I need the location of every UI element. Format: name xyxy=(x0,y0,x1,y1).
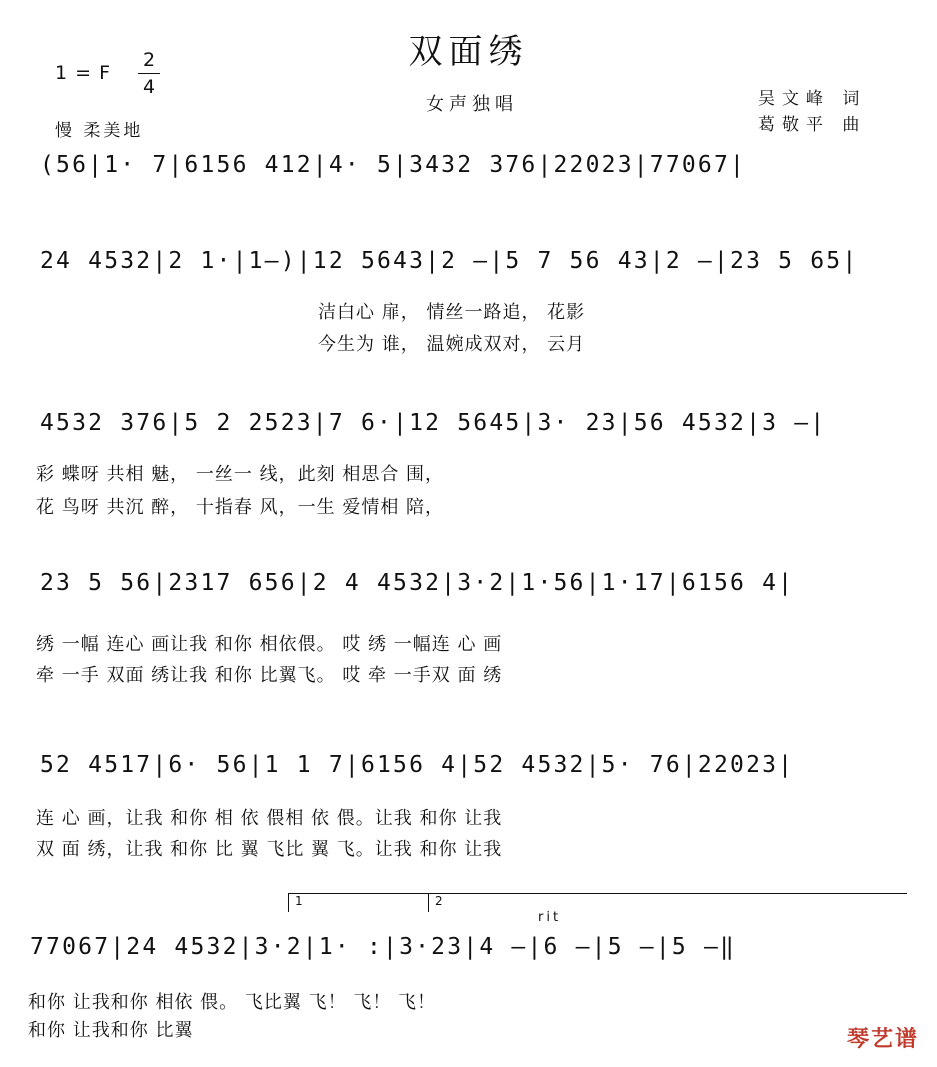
lyric-line-1b: 今生为 谁， 温婉成双对， 云月 xyxy=(318,334,586,355)
watermark-logo: 琴艺谱 xyxy=(846,1027,919,1052)
song-title: 双面绣 xyxy=(408,32,529,72)
lyric-line-2b: 花 鸟呀 共沉 醉， 十指春 风，一生 爱情相 陪， xyxy=(36,497,445,518)
ritardando-marking: rit xyxy=(538,910,562,925)
volta-1-label: 1 xyxy=(295,894,303,908)
lyric-line-2a: 彩 蝶呀 共相 魅， 一丝一 线，此刻 相思合 围， xyxy=(36,464,445,485)
second-ending xyxy=(428,893,907,912)
composer-credit: 葛敬平 曲 xyxy=(758,115,867,135)
first-ending xyxy=(288,893,429,912)
score-line-5: 52 4517|6· 56|1 1 7|6156 4|52 4532|5· 76|22023| xyxy=(40,752,795,778)
lyric-line-5b: 和你 让我和你 比翼 xyxy=(28,1020,194,1041)
tempo-marking: 慢 柔美地 xyxy=(55,121,144,141)
score-line-1: (56|1· 7|6156 412|4· 5|3432 376|22023|77067| xyxy=(40,152,747,178)
key-signature: 1 = F xyxy=(55,62,112,84)
time-bottom: 4 xyxy=(142,76,156,98)
lyric-line-3b: 牵 一手 双面 绣让我 和你 比翼飞。 哎 牵 一手双 面 绣 xyxy=(36,665,503,686)
lyric-line-4a: 连 心 画，让我 和你 相 依 偎相 依 偎。让我 和你 让我 xyxy=(36,808,503,829)
performance-type: 女声独唱 xyxy=(426,94,518,115)
score-line-3: 4532 376|5 2 2523|7 6·|12 5645|3· 23|56 4532|3 —| xyxy=(40,410,827,436)
lyric-line-5a: 和你 让我和你 相依 偎。 飞比翼 飞！ 飞！ 飞！ xyxy=(28,992,437,1013)
time-signature xyxy=(138,48,160,99)
volta-2-label: 2 xyxy=(435,894,443,908)
lyricist-credit: 吴文峰 词 xyxy=(758,89,867,109)
time-top: 2 xyxy=(142,49,156,71)
lyric-line-1a: 洁白心 扉， 情丝一路追， 花影 xyxy=(318,302,586,323)
score-line-2: 24 4532|2 1·|1—)|12 5643|2 —|5 7 56 43|2 —|23 5 65| xyxy=(40,248,859,274)
score-line-4: 23 5 56|2317 656|2 4 4532|3·2|1·56|1·17|6156 4| xyxy=(40,570,795,596)
lyric-line-4b: 双 面 绣，让我 和你 比 翼 飞比 翼 飞。让我 和你 让我 xyxy=(36,839,503,860)
score-line-6: 77067|24 4532|3·2|1· :|3·23|4 —|6 —|5 —|5 —‖ xyxy=(30,934,737,960)
lyric-line-3a: 绣 一幅 连心 画让我 和你 相依偎。 哎 绣 一幅连 心 画 xyxy=(36,634,503,655)
